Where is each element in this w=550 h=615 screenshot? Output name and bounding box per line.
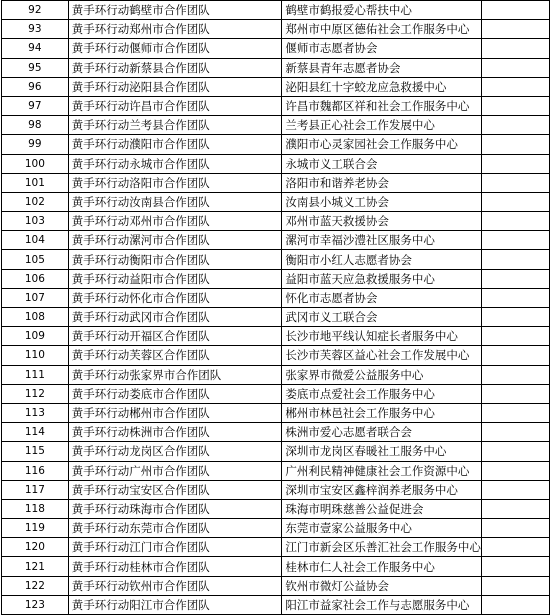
row-number-cell: 104 [2, 231, 69, 250]
row-number-cell: 123 [2, 595, 69, 614]
empty-cell [482, 461, 550, 480]
row-number-cell: 115 [2, 442, 69, 461]
empty-cell [482, 538, 550, 557]
team-name-cell: 黄手环行动东莞市合作团队 [68, 519, 282, 538]
table-row [2, 480, 550, 499]
row-number-cell: 108 [2, 308, 69, 327]
team-name-cell: 黄手环行动郴州市合作团队 [68, 403, 282, 422]
organization-name-cell: 长沙市芙蓉区益心社会工作发展中心 [282, 346, 482, 365]
empty-cell [482, 135, 550, 154]
team-name-cell: 黄手环行动永城市合作团队 [68, 154, 282, 173]
empty-cell [482, 327, 550, 346]
team-name-cell: 黄手环行动江门市合作团队 [68, 538, 282, 557]
row-number-cell: 101 [2, 173, 69, 192]
table-row [2, 77, 550, 96]
empty-cell [482, 595, 550, 614]
organization-name-cell: 株洲市爱心志愿者联合会 [282, 423, 482, 442]
organization-name-cell: 兰考县正心社会工作发展中心 [282, 116, 482, 135]
organization-name-cell: 鹤壁市鹤报爱心帮扶中心 [282, 1, 482, 20]
row-number-cell: 111 [2, 365, 69, 384]
team-name-cell: 黄手环行动珠海市合作团队 [68, 499, 282, 518]
row-number-cell: 102 [2, 192, 69, 211]
organization-name-cell: 郴州市林邑社会工作服务中心 [282, 403, 482, 422]
empty-cell [482, 192, 550, 211]
table-row [2, 519, 550, 538]
table-row [2, 58, 550, 77]
empty-cell [482, 20, 550, 39]
organization-name-cell: 深圳市龙岗区春暖社工服务中心 [282, 442, 482, 461]
table-row [2, 346, 550, 365]
team-name-cell: 黄手环行动郑州市合作团队 [68, 20, 282, 39]
table-row [2, 1, 550, 20]
team-name-cell: 黄手环行动濮阳市合作团队 [68, 135, 282, 154]
row-number-cell: 107 [2, 288, 69, 307]
table-row [2, 154, 550, 173]
team-name-cell: 黄手环行动广州市合作团队 [68, 461, 282, 480]
empty-cell [482, 154, 550, 173]
empty-cell [482, 442, 550, 461]
table-row [2, 288, 550, 307]
organization-name-cell: 许昌市魏都区祥和社会工作服务中心 [282, 96, 482, 115]
row-number-cell: 92 [2, 1, 69, 20]
table-row [2, 308, 550, 327]
empty-cell [482, 557, 550, 576]
table-row [2, 135, 550, 154]
row-number-cell: 122 [2, 576, 69, 595]
row-number-cell: 117 [2, 480, 69, 499]
empty-cell [482, 365, 550, 384]
team-name-cell: 黄手环行动汝南县合作团队 [68, 192, 282, 211]
empty-cell [482, 77, 550, 96]
table-row [2, 365, 550, 384]
organization-name-cell: 汝南县小城义工协会 [282, 192, 482, 211]
team-name-cell: 黄手环行动钦州市合作团队 [68, 576, 282, 595]
organization-name-cell: 深圳市宝安区鑫梓润养老服务中心 [282, 480, 482, 499]
organization-name-cell: 张家界市微爱公益服务中心 [282, 365, 482, 384]
empty-cell [482, 173, 550, 192]
table-row [2, 442, 550, 461]
table-row [2, 250, 550, 269]
empty-cell [482, 250, 550, 269]
organization-name-cell: 漯河市幸福沙澧社区服务中心 [282, 231, 482, 250]
table-row [2, 39, 550, 58]
table-row [2, 557, 550, 576]
row-number-cell: 96 [2, 77, 69, 96]
team-name-cell: 黄手环行动怀化市合作团队 [68, 288, 282, 307]
team-name-cell: 黄手环行动龙岗区合作团队 [68, 442, 282, 461]
row-number-cell: 119 [2, 519, 69, 538]
empty-cell [482, 288, 550, 307]
organization-name-cell: 郑州市中原区德佑社会工作服务中心 [282, 20, 482, 39]
empty-cell [482, 39, 550, 58]
table-row [2, 384, 550, 403]
row-number-cell: 110 [2, 346, 69, 365]
table-row [2, 576, 550, 595]
team-name-cell: 黄手环行动漯河市合作团队 [68, 231, 282, 250]
team-name-cell: 黄手环行动新蔡县合作团队 [68, 58, 282, 77]
organization-name-cell: 娄底市点爱社会工作服务中心 [282, 384, 482, 403]
organization-name-cell: 东莞市壹家公益服务中心 [282, 519, 482, 538]
table-row [2, 20, 550, 39]
row-number-cell: 116 [2, 461, 69, 480]
table-row [2, 538, 550, 557]
organization-name-cell: 广州利民精神健康社会工作资源中心 [282, 461, 482, 480]
row-number-cell: 100 [2, 154, 69, 173]
row-number-cell: 103 [2, 212, 69, 231]
empty-cell [482, 346, 550, 365]
empty-cell [482, 269, 550, 288]
organization-name-cell: 江门市新会区乐善汇社会工作服务中心 [282, 538, 482, 557]
table-body [2, 1, 550, 615]
organization-name-cell: 钦州市微灯公益协会 [282, 576, 482, 595]
team-name-cell: 黄手环行动许昌市合作团队 [68, 96, 282, 115]
team-name-cell: 黄手环行动张家界市合作团队 [68, 365, 282, 384]
table-row [2, 595, 550, 614]
team-name-cell: 黄手环行动娄底市合作团队 [68, 384, 282, 403]
team-name-cell: 黄手环行动洛阳市合作团队 [68, 173, 282, 192]
team-name-cell: 黄手环行动邓州市合作团队 [68, 212, 282, 231]
row-number-cell: 93 [2, 20, 69, 39]
organization-name-cell: 濮阳市心灵家园社会工作服务中心 [282, 135, 482, 154]
organization-name-cell: 怀化市志愿者协会 [282, 288, 482, 307]
organization-name-cell: 武冈市义工联合会 [282, 308, 482, 327]
table-row [2, 499, 550, 518]
empty-cell [482, 423, 550, 442]
empty-cell [482, 116, 550, 135]
empty-cell [482, 96, 550, 115]
organization-name-cell: 珠海市明珠慈善公益促进会 [282, 499, 482, 518]
empty-cell [482, 384, 550, 403]
row-number-cell: 97 [2, 96, 69, 115]
row-number-cell: 112 [2, 384, 69, 403]
table-row [2, 173, 550, 192]
empty-cell [482, 499, 550, 518]
table-row [2, 403, 550, 422]
organization-name-cell: 泌阳县红十字蛟龙应急救援中心 [282, 77, 482, 96]
row-number-cell: 105 [2, 250, 69, 269]
table-row [2, 192, 550, 211]
table-row [2, 231, 550, 250]
team-name-cell: 黄手环行动偃师市合作团队 [68, 39, 282, 58]
team-name-cell: 黄手环行动衡阳市合作团队 [68, 250, 282, 269]
team-name-cell: 黄手环行动兰考县合作团队 [68, 116, 282, 135]
organization-name-cell: 阳江市益家社会工作与志愿服务中心 [282, 595, 482, 614]
team-name-cell: 黄手环行动桂林市合作团队 [68, 557, 282, 576]
table-row [2, 461, 550, 480]
team-name-cell: 黄手环行动芙蓉区合作团队 [68, 346, 282, 365]
organization-table [1, 0, 550, 615]
team-name-cell: 黄手环行动益阳市合作团队 [68, 269, 282, 288]
empty-cell [482, 403, 550, 422]
empty-cell [482, 231, 550, 250]
row-number-cell: 95 [2, 58, 69, 77]
row-number-cell: 98 [2, 116, 69, 135]
organization-name-cell: 长沙市地平线认知症长者服务中心 [282, 327, 482, 346]
empty-cell [482, 1, 550, 20]
organization-name-cell: 衡阳市小红人志愿者协会 [282, 250, 482, 269]
table-row [2, 96, 550, 115]
row-number-cell: 118 [2, 499, 69, 518]
team-name-cell: 黄手环行动武冈市合作团队 [68, 308, 282, 327]
team-name-cell: 黄手环行动阳江市合作团队 [68, 595, 282, 614]
row-number-cell: 106 [2, 269, 69, 288]
organization-name-cell: 洛阳市和谐养老协会 [282, 173, 482, 192]
row-number-cell: 94 [2, 39, 69, 58]
table-row [2, 327, 550, 346]
row-number-cell: 120 [2, 538, 69, 557]
empty-cell [482, 480, 550, 499]
team-name-cell: 黄手环行动泌阳县合作团队 [68, 77, 282, 96]
organization-name-cell: 永城市义工联合会 [282, 154, 482, 173]
row-number-cell: 99 [2, 135, 69, 154]
organization-name-cell: 偃师市志愿者协会 [282, 39, 482, 58]
row-number-cell: 109 [2, 327, 69, 346]
table-row [2, 116, 550, 135]
empty-cell [482, 212, 550, 231]
team-name-cell: 黄手环行动株洲市合作团队 [68, 423, 282, 442]
empty-cell [482, 58, 550, 77]
team-name-cell: 黄手环行动开福区合作团队 [68, 327, 282, 346]
team-name-cell: 黄手环行动鹤壁市合作团队 [68, 1, 282, 20]
table-row [2, 212, 550, 231]
organization-name-cell: 新蔡县青年志愿者协会 [282, 58, 482, 77]
table-row [2, 269, 550, 288]
team-name-cell: 黄手环行动宝安区合作团队 [68, 480, 282, 499]
empty-cell [482, 576, 550, 595]
organization-name-cell: 桂林市仁人社会工作服务中心 [282, 557, 482, 576]
organization-name-cell: 益阳市蓝天应急救援服务中心 [282, 269, 482, 288]
organization-name-cell: 邓州市蓝天救援协会 [282, 212, 482, 231]
row-number-cell: 121 [2, 557, 69, 576]
row-number-cell: 113 [2, 403, 69, 422]
row-number-cell: 114 [2, 423, 69, 442]
empty-cell [482, 519, 550, 538]
empty-cell [482, 308, 550, 327]
table-row [2, 423, 550, 442]
